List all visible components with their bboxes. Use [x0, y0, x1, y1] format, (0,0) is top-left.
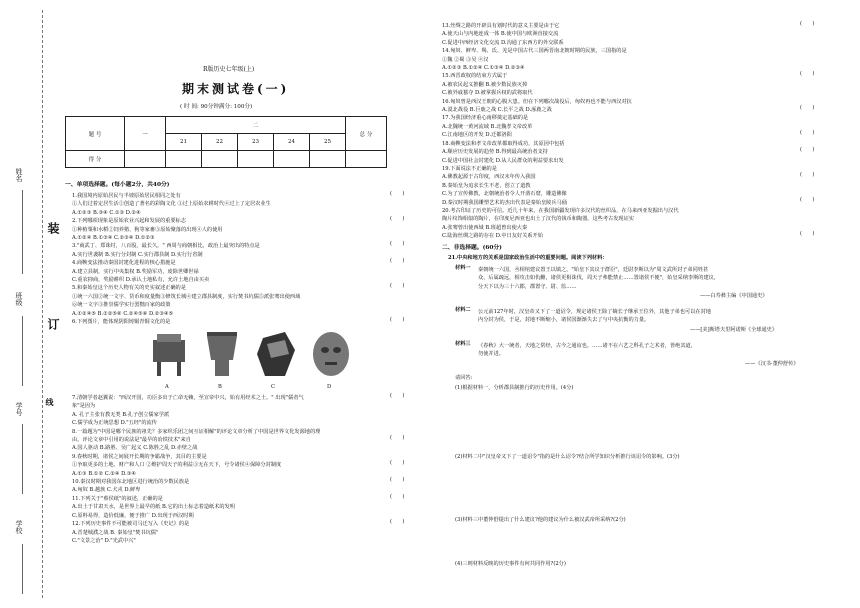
answer-bracket[interactable]: ( ) [390, 494, 405, 500]
score-table-total: 总 分 [346, 117, 387, 151]
question-line: A.佛教起源于古印度，西汉末年传入我国 [442, 174, 536, 181]
question-line: 10.秦汉时期对我国东北地区进行统治的少数民族是 [72, 479, 190, 486]
question-line: C.儒学成为正统思想 D."五经"的流传 [72, 420, 157, 427]
answer-area-1[interactable] [455, 395, 805, 451]
score-cell[interactable] [125, 151, 166, 168]
score-table-group1: 一 [125, 117, 166, 151]
material-line: 公元前127年时，汉皇帝又下了一道诏令，规定诸侯王除了嫡长子继承王位外，其他子弟也可以在封地 [478, 309, 711, 315]
question-line: 1.我国境内原始居民与半坡原始居民相同之处有 [72, 193, 181, 199]
answer-bracket[interactable]: ( ) [390, 460, 405, 466]
question-line: A.北魏统一黄河流域 B.北魏孝文帝改革 [442, 123, 533, 130]
question-line: A.建立县制，实行中央集权 B.奖励军功，废除世卿世禄 [72, 268, 199, 275]
sub-question-4: (4)三则材料反映的历史事件有何共同作用?(2分) [455, 561, 566, 567]
material-3-text [478, 342, 808, 359]
question-line: A.张骞曾出使西域 B.班超曾出使大秦 [442, 224, 528, 231]
question-line: 17.为我国经济重心南移奠定基础的是 [442, 115, 529, 122]
question-line: 7.清朝学者赵翼说："西汉开国，功臣多出于亡命无赖，至宣帝中兴，始有用经术之士。" 出现"儒者气 [72, 395, 304, 401]
material-3-label: 材料三 [455, 341, 471, 347]
answer-bracket[interactable]: ( ) [390, 317, 405, 323]
answer-prompt: 请回答: [455, 375, 473, 381]
material-1-label: 材料一 [455, 265, 471, 271]
question-line: A. 孔子主张有教无类 B.孔子创立儒家学派 [72, 411, 170, 418]
answer-bracket[interactable]: ( ) [390, 191, 405, 197]
image-label-c: C [271, 384, 275, 390]
answer-bracket[interactable]: ( ) [800, 71, 815, 77]
question-line: 象"是因为 [72, 403, 96, 410]
right-question-block [442, 21, 815, 241]
question-line: 9.春秋时期，诸侯之间展开长期的争霸战争，其目的主要是 [72, 453, 207, 460]
question-line: A.出土于甘肃天水，是世界上最早的纸 B.它的出土标志着造纸术的发明 [72, 504, 235, 511]
score-cell[interactable] [238, 151, 274, 168]
material-2-text [478, 308, 808, 325]
answer-bracket[interactable]: ( ) [800, 105, 815, 111]
score-table-group2: 二 [166, 117, 346, 134]
score-table-num: 24 [274, 134, 310, 151]
question-line: A.国人驱动 B.路胜、吴广起义 C.陈胜之乱 D.赤壁之战 [72, 445, 198, 452]
question-line: 8.一篇题为"中国是哪个民族的祖先？多家织乐团之间互证相解"的评论文章分析了中国是世界文化发源地的理 [72, 428, 321, 435]
answer-area-4[interactable] [455, 571, 805, 597]
answer-bracket[interactable]: ( ) [800, 21, 815, 27]
question-line: 5.和秦始皇这个历史人物有关的史实叙述正确的是 [72, 285, 186, 292]
answer-bracket[interactable]: ( ) [800, 172, 815, 178]
question-line: ①争取更多的土地、财产和人口 ②维护周天子的利益③无在天下，号令诸侯④保障分封制度 [72, 462, 282, 469]
section2-heading: 二、非选择题。(60分) [442, 245, 502, 251]
question-line: C.促进中西经济文化交流 D.沟通了东西方的外交联系 [442, 39, 564, 46]
question-line: A.使天山与内地连成一体 B.使中国与欧洲直接交流 [442, 31, 559, 38]
score-table-num: 22 [202, 134, 238, 151]
bronze-image-c [257, 332, 295, 376]
binding-seam-line [42, 10, 43, 598]
material-3-source: ——《汉书·董仲舒传》 [745, 361, 799, 367]
question-line: ⑥统一文字③推崇儒学实行罢黜百家的政策 [72, 302, 171, 309]
question-line: 13.丝绸之路的开辟具有划时代的意义主要是由于它 [442, 23, 560, 29]
question-line: 由。评论文章中引用的说法是"最早的冶铁技术"来自 [72, 437, 191, 444]
question-line: 18.商鞅变法和孝文帝改革都取得成功，其原因中包括 [442, 140, 565, 147]
score-table [65, 116, 387, 168]
question-line: C.重农抑商，奖励耕织 D.承认土地私有，允许土地自由买卖 [72, 277, 210, 284]
answer-bracket[interactable]: ( ) [390, 435, 405, 441]
material-line: 内分封为侯，于是，封地不断缩小，诸侯国渐渐失去了与中央抗衡的力量。 [478, 317, 650, 324]
question-line: C."文景之治" D."光武中兴" [72, 537, 136, 544]
margin-class-line [22, 316, 23, 386]
question-line: A.①②④ B.①③④ C.②③④ D.①②③ [72, 235, 155, 242]
margin-cut-ding: 订 [46, 318, 60, 330]
answer-bracket[interactable]: ( ) [390, 241, 405, 247]
answer-bracket[interactable]: ( ) [800, 130, 815, 136]
score-cell[interactable] [202, 151, 238, 168]
bronze-images-svg [145, 330, 395, 382]
answer-bracket[interactable]: ( ) [390, 216, 405, 222]
question-line: C.陆海丝绸之路的存在 D.中日友好关系开始 [442, 233, 543, 240]
answer-bracket[interactable]: ( ) [800, 231, 815, 237]
material-line: 分天下以为三十六郡，郡置守、尉、监…… [478, 283, 577, 290]
answer-bracket[interactable]: ( ) [800, 147, 815, 153]
score-cell[interactable] [310, 151, 346, 168]
question-line: 4.商鞅变法推动秦国封建化进程的核心措施是 [72, 260, 176, 267]
page-header: R版历史七年级(上) [203, 66, 255, 73]
margin-number-line [22, 424, 23, 494]
sub-question-3: (3)材料三中董仲舒提出了什么建议?他的建议为什么被汉武帝所采纳?(2分) [455, 517, 626, 523]
page-subtitle: ( 时 间: 90分钟满分: 100分) [180, 104, 253, 110]
material-line: 众，后属疏远，相攻击如仇雠，诸侯更相诛伐，周天子弗能禁止……置诸侯不便"，始皇采纳李斯的建议， [478, 275, 720, 282]
question-line: 14.匈奴、鲜卑、羯、氐、羌是中国古代三国两晋南北朝时期的民族，三国指的是 [442, 48, 627, 55]
question-line: 6.下列图片，能体现阴阳铸铜青铜文化的是 [72, 319, 171, 326]
question-line: 15.西晋政权的结束方式属于 [442, 73, 508, 80]
sub-question-2: (2)材料二中"汉皇帝又下了一道诏令"指的是什么诏令?结合所学知识分析推行该诏令的影响。(3分) [455, 454, 680, 460]
q21-title: 21.中央和地方的关系是国家政治生活中的重要问题。阅读下列材料： [448, 255, 608, 261]
question-line: 19.下面说法不正确的是 [442, 165, 497, 172]
margin-school-line [22, 544, 23, 594]
margin-cut-zhuang: 装 [46, 222, 60, 234]
question-line: ①统一六国②统一文字、货币和度量衡③修筑长城④建立郡县制度，实行焚书坑儒⑤派张骞出使西域 [72, 293, 301, 300]
margin-name-line [22, 190, 23, 274]
material-2-source: ——[美]斯塔夫里阿诺斯《全球通史》 [690, 327, 778, 333]
margin-class-label: 班级 [15, 292, 23, 306]
page-title: 期末测试卷(一) [182, 82, 290, 96]
material-line: 《春秋》大一统者，天地之常经，古今之通谊也。……诸不在六艺之科孔子之术者，皆绝其道， [478, 343, 696, 349]
margin-name-label: 姓名 [15, 168, 23, 182]
question-line: 16.匈奴曾是西汉王朝的心腹大患。但在下列哪次战役后，匈奴再也不能与西汉对抗 [442, 98, 632, 105]
answer-area-2[interactable] [455, 464, 805, 514]
score-table-num: 23 [238, 134, 274, 151]
score-table-num: 21 [166, 134, 202, 151]
material-1-source: ——白寿彝主编《中国通史》 [700, 293, 768, 299]
question-line: A.①②④⑤ B.①②⑤⑥ C.②④⑤⑥ D.②③④⑤ [72, 310, 174, 317]
score-table-row-label: 得 分 [66, 151, 125, 168]
question-line: A.①②③ B.③④ C.①③ D.②④ [72, 209, 141, 216]
question-line: A.晋楚城濮之战 B. 秦始皇"焚书坑儒" [72, 529, 159, 536]
question-line: ①人们过着定居生活②创造了著名的彩陶文化 ③过上原始农耕时代④过上了定居农业生 [72, 201, 271, 208]
question-line: D.秦汉时期我国雕塑艺术的杰出代表是秦始皇陵兵马俑 [442, 199, 567, 206]
answer-bracket[interactable]: ( ) [390, 477, 405, 483]
score-cell[interactable] [166, 151, 202, 168]
question-line: C.被外戚篡夺 D.被掌握兵权的武将取代 [442, 90, 533, 97]
margin-school-label: 学校 [15, 520, 23, 534]
bronze-images-row [145, 330, 395, 390]
question-line: 2.下列哪项现象是原始农业兴起和发展的重要标志 [72, 218, 186, 225]
question-line: A.①②③ B.①②④ C.①③④ D.②③④ [442, 65, 525, 72]
question-line: ①种植粟和水稻②饲养猪、狗等家畜③原始聚落的出现④人的使用 [72, 226, 223, 233]
question-line: A.匈奴 B.越族 C.犬戎 D.鲜卑 [72, 487, 141, 494]
question-line: 3."商武丁、郑诛纣，八百股，最长久。" 西周与商朝相比，政治上最突出的特点是 [72, 243, 260, 250]
question-line: A.①③ B.①② C.②④ D.③④ [72, 470, 137, 477]
image-label-a: A [165, 384, 169, 390]
answer-area-3[interactable] [455, 527, 805, 557]
question-line: 陶片纹饰相似的陶片，在印度尼西亚也出土了汉代的钱币和陶器。这些考古发现证实 [442, 216, 634, 223]
question-line: 12.下列历史事件不可能被司马迁写入《史记》的是 [72, 521, 190, 528]
question-line: A.被农民起义推翻 B.被少数民族灭掉 [442, 81, 528, 88]
question-line: 11.下列关于"蔡侯纸"的叙述，正确的是 [72, 495, 163, 502]
score-table-col-label: 题 号 [66, 117, 125, 151]
section1-heading: 一、单项选择题。(每小题2分，共40分) [65, 182, 170, 188]
question-line: 20.考古印证了历史的可信。近几十年来，在我国新疆发现许多汉代的丝织品，在马来西亚发掘出与汉代 [442, 207, 679, 214]
score-cell[interactable] [274, 151, 310, 168]
margin-number-label: 学号 [15, 402, 23, 416]
question-line: A.实行世袭制 B.实行分封制 C.实行郡县制 D.实行行省制 [72, 251, 203, 258]
question-line: B.秦始皇为追求长生不老，创立了道教 [442, 182, 531, 189]
answer-bracket[interactable]: ( ) [390, 519, 405, 525]
question-line: C.为了宣传佛教，北朝统治者令人开凿石窟，雕造佛像 [442, 191, 567, 198]
score-table-num: 25 [310, 134, 346, 151]
left-question-block-2 [72, 394, 412, 545]
material-2-label: 材料二 [455, 307, 471, 313]
answer-bracket[interactable]: ( ) [390, 258, 405, 264]
margin-cut-xian: 线 [45, 398, 55, 406]
answer-bracket[interactable]: ( ) [390, 393, 405, 399]
image-label-b: B [218, 384, 222, 390]
material-1-text [478, 266, 808, 291]
question-line: ①魏 ②蜀 ③吴 ④汉 [442, 56, 489, 63]
image-label-d: D [327, 384, 332, 390]
answer-bracket[interactable]: ( ) [800, 197, 815, 203]
question-line: C.促进中国社会封建化 D.从人民群众的利益要求出发 [442, 157, 564, 164]
answer-bracket[interactable]: ( ) [390, 283, 405, 289]
bronze-image-b [207, 332, 237, 376]
left-question-block-1 [72, 192, 412, 327]
question-line: A.顺应历史发展的趋势 B.得到最高统治者支持 [442, 149, 548, 156]
material-line: 勿使并进。 [478, 351, 504, 358]
material-line: 秦朝统一六国，丞相绾建议置王以镇之，"始皇下其议于群臣"，廷尉李斯以为"周文武所封子弟同姓甚 [478, 267, 709, 273]
score-cell[interactable] [346, 151, 387, 168]
bronze-image-d [313, 332, 349, 376]
sub-question-1: (1)根据材料一，分析郡县制推行的历史作用。(4分) [455, 385, 574, 391]
question-line: C.原料易得，造价低廉，便于推广 D.出现于西汉时期 [72, 512, 194, 519]
bronze-image-a [153, 334, 185, 376]
question-line: C.江南地区的开发 D.迁都洛阳 [442, 132, 512, 139]
question-line: A.漠北战役 B.巨鹿之战 C.长平之战 D.涿鹿之战 [442, 107, 552, 114]
